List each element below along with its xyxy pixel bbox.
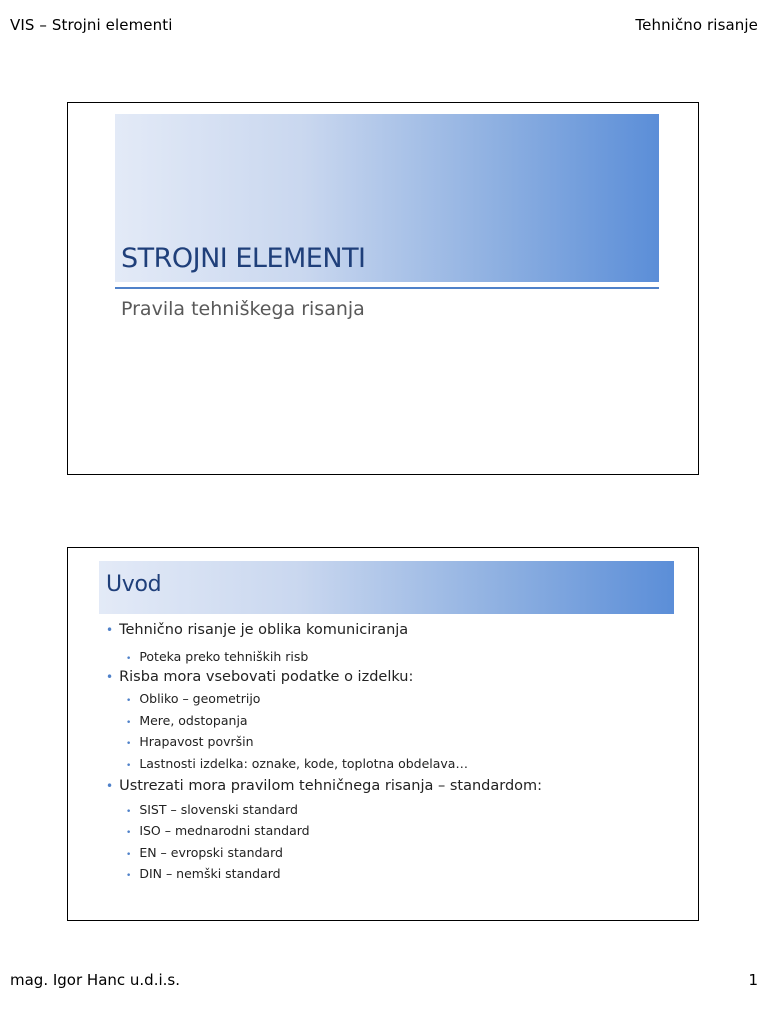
bullet-dot-icon: •	[126, 828, 132, 838]
page-header-left: VIS – Strojni elementi	[10, 16, 173, 34]
bullet-dot-icon: •	[126, 718, 132, 728]
bullet-text: Poteka preko tehniških risb	[139, 649, 309, 664]
bullet-text: SIST – slovenski standard	[139, 802, 298, 817]
bullet-item	[126, 649, 308, 664]
bullet-item	[106, 669, 413, 685]
bullet-item	[106, 622, 408, 638]
bullet-text: Lastnosti izdelka: oznake, kode, toplotna obdelava…	[139, 756, 468, 771]
bullet-text: Risba mora vsebovati podatke o izdelku:	[119, 669, 414, 685]
bullet-list	[68, 548, 698, 920]
bullet-text: Tehnično risanje je oblika komuniciranja	[119, 622, 409, 638]
bullet-dot-icon: •	[126, 850, 132, 860]
bullet-text: Mere, odstopanja	[139, 713, 248, 728]
bullet-item	[106, 778, 542, 794]
slide-uvod	[67, 547, 699, 921]
slide-heading-uvod: Uvod	[106, 572, 162, 597]
bullet-text: Obliko – geometrijo	[139, 691, 261, 706]
bullet-dot-icon: •	[106, 623, 114, 637]
bullet-text: EN – evropski standard	[139, 845, 283, 860]
bullet-item	[126, 845, 283, 860]
page-footer-author: mag. Igor Hanc u.d.i.s.	[10, 971, 180, 989]
bullet-item	[126, 866, 281, 881]
bullet-item	[126, 802, 298, 817]
bullet-item	[126, 734, 254, 749]
bullet-dot-icon: •	[106, 670, 114, 684]
bullet-text: DIN – nemški standard	[139, 866, 281, 881]
bullet-text: Hrapavost površin	[139, 734, 254, 749]
bullet-text: ISO – mednarodni standard	[139, 823, 310, 838]
page-number: 1	[748, 971, 758, 989]
page-header-right: Tehnično risanje	[635, 16, 758, 34]
bullet-dot-icon: •	[106, 779, 114, 793]
bullet-item	[126, 713, 248, 728]
bullet-item	[126, 823, 310, 838]
bullet-dot-icon: •	[126, 696, 132, 706]
bullet-dot-icon: •	[126, 739, 132, 749]
bullet-text: Ustrezati mora pravilom tehničnega risanja – standardom:	[119, 778, 543, 794]
bullet-dot-icon: •	[126, 871, 132, 881]
slide-title	[67, 102, 699, 475]
title-underline	[115, 287, 659, 289]
bullet-dot-icon: •	[126, 761, 132, 771]
bullet-dot-icon: •	[126, 807, 132, 817]
bullet-item	[126, 756, 468, 771]
slide-subtitle: Pravila tehniškega risanja	[121, 298, 365, 320]
bullet-item	[126, 691, 260, 706]
bullet-dot-icon: •	[126, 654, 132, 664]
slide-title-heading: STROJNI ELEMENTI	[121, 243, 366, 274]
